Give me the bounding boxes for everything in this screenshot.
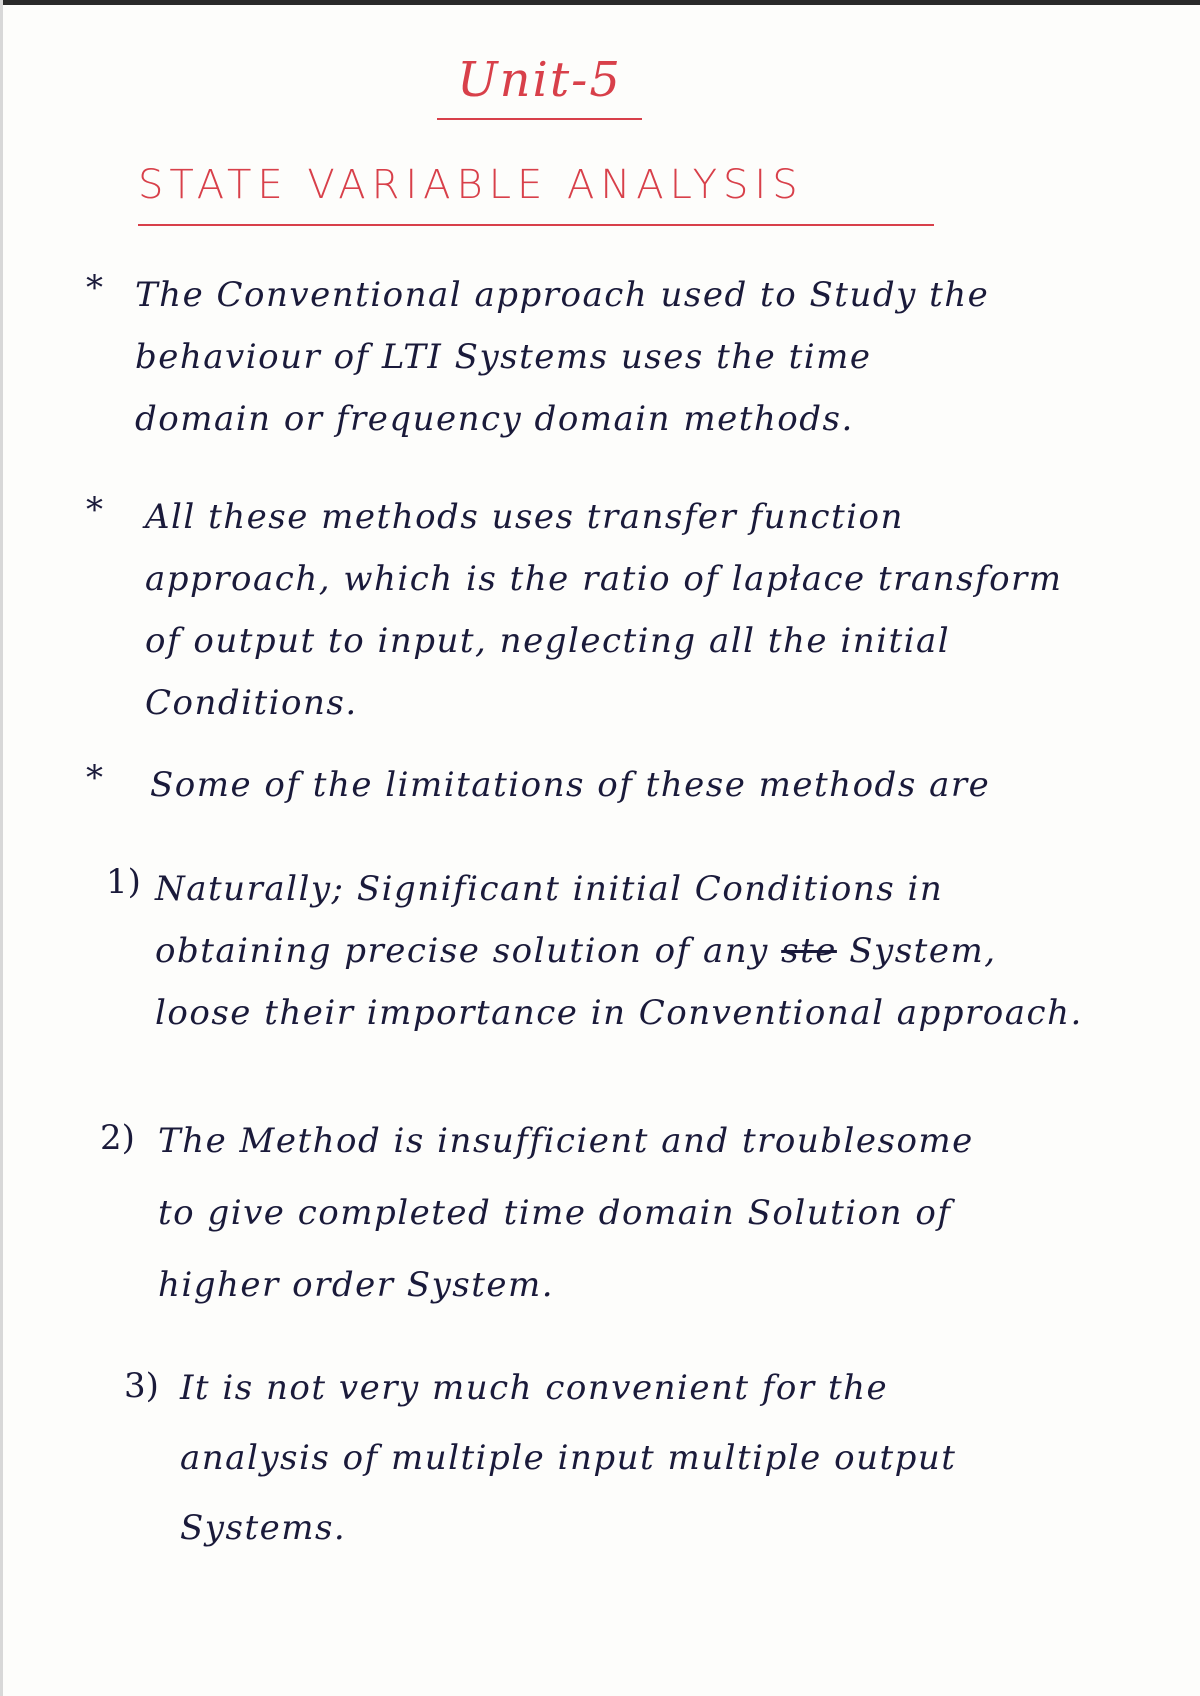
limitation-marker-2: 2) <box>100 1118 135 1158</box>
bullet-marker-1: * <box>86 268 103 308</box>
limitation-3-line-2: analysis of multiple input multiple output <box>180 1438 957 1478</box>
limitation-1-line-2-tail: System, <box>849 931 997 971</box>
limitation-marker-1: 1) <box>106 862 141 902</box>
limitation-2-line-2: to give completed time domain Solution of <box>158 1193 952 1233</box>
bullet-paragraph-1 <box>135 264 989 450</box>
bullet-paragraph-3 <box>150 754 990 816</box>
bullet-1-line-2: behaviour of LTI Systems uses the time <box>135 337 872 377</box>
bullet-paragraph-2 <box>145 486 1063 734</box>
limitation-3-line-1: It is not very much convenient for the <box>180 1368 889 1408</box>
scan-border-left <box>0 0 3 1696</box>
section-heading <box>138 160 934 226</box>
struck-word: ste <box>781 931 837 971</box>
limitation-1-line-2-text: obtaining precise solution of any <box>155 931 769 971</box>
limitation-3 <box>180 1353 956 1563</box>
section-heading-underline <box>138 224 934 226</box>
limitation-1-line-2 <box>155 920 1083 982</box>
bullet-2-line-1: All these methods uses transfer function <box>145 497 904 537</box>
unit-title-underline <box>437 118 642 120</box>
limitation-1-line-3: loose their importance in Conventional approach. <box>155 993 1083 1033</box>
bullet-1-line-3: domain or frequency domain methods. <box>135 399 854 439</box>
limitation-marker-3: 3) <box>124 1366 159 1406</box>
bullet-marker-3: * <box>86 758 103 798</box>
limitation-1-line-1: Naturally; Significant initial Conditions in <box>155 869 944 909</box>
limitation-1 <box>155 858 1083 1044</box>
bullet-2-line-4: Conditions. <box>145 683 358 723</box>
bullet-2-line-2: approach, which is the ratio of lapłace transform <box>145 559 1063 599</box>
limitation-3-line-3: Systems. <box>180 1508 347 1548</box>
section-heading-text: STATE VARIABLE ANALYSIS <box>138 162 804 208</box>
bullet-marker-2: * <box>86 490 103 530</box>
limitation-2-line-1: The Method is insufficient and troublesome <box>158 1121 974 1161</box>
unit-title-text: Unit-5 <box>457 52 622 108</box>
bullet-2-line-3: of output to input, neglecting all the initial <box>145 621 951 661</box>
unit-title <box>437 48 642 120</box>
scan-border-top <box>0 0 1200 5</box>
bullet-1-line-1: The Conventional approach used to Study the <box>135 275 990 315</box>
limitation-2-line-3: higher order System. <box>158 1265 555 1305</box>
bullet-3-line-1: Some of the limitations of these methods are <box>150 765 991 805</box>
limitation-2 <box>158 1105 974 1321</box>
